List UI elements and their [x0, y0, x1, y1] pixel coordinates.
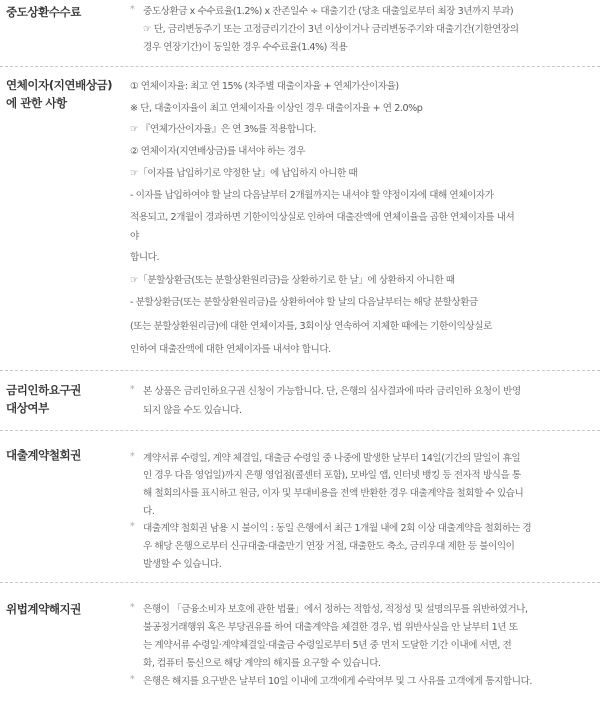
content-line: 는 계약서류 수령일·계약체결일·대출금 수령일로부터 5년 중 먼저 도달한 기간 이내에 서면, 전: [143, 640, 512, 651]
content-line: ☞ 단, 금리변동주기 또는 고정금리기간이 3년 이상이거나 금리변동주기와 대출기간(기한연장의: [143, 24, 519, 35]
content-line: ※ 단, 대출이자율이 최고 연체이자율 이상인 경우 대출이자율 + 연 2.0%p: [130, 103, 423, 114]
bullet-dot: *: [130, 602, 135, 613]
section-title: [6, 446, 81, 464]
content-line: 은행이 「금융소비자 보호에 관한 법률」에서 정하는 적합성, 적정성 및 설명의무를 위반하였거나,: [143, 604, 528, 615]
content-line: 화, 컴퓨터 통신으로 해당 계약의 해지를 요구할 수 있습니다.: [143, 658, 381, 669]
section-title-line: 대출계약철회권: [6, 448, 81, 462]
section-illegal-contract-termination: [0, 582, 600, 707]
section-rate-cut-request: [0, 370, 600, 428]
section-title-line: 위법계약해지권: [6, 602, 81, 616]
content-line: 우 해당 은행으로부터 신규대출·대출만기 연장 거절, 대출한도 축소, 금리우대 제한 등 불이익이: [143, 541, 515, 552]
bullet-dot: *: [130, 674, 135, 685]
content-line: 대출계약 철회권 남용 시 불이익 : 동일 은행에서 최근 1개월 내에 2회 이상 대출계약을 철회하는 경: [143, 523, 532, 534]
content-line: 야: [130, 231, 139, 242]
content-line: 인 경우 다음 영업일)까지 은행 영업점(콜센터 포함), 모바일 앱, 인터넷 뱅킹 등 전자적 방식을 통: [143, 470, 521, 481]
content-line: 계약서류 수령일, 계약 체결일, 대출금 수령일 중 나중에 발생한 날부터 14일(기간의 말일이 휴일: [143, 453, 521, 464]
content-line: 해 철회의사를 표시하고 원금, 이자 및 부대비용을 전액 반환한 경우 대출계약을 철회할 수 있습니: [143, 488, 524, 499]
content-line: ☞「분할상환금(또는 분할상환원리금)을 상환하기로 한 날」에 상환하지 아니한 때: [130, 275, 455, 286]
content-line: ☞ 『연체가산이자율』은 연 3%를 적용합니다.: [130, 124, 317, 135]
content-line: ① 연체이자율: 최고 연 15% (차주별 대출이자율 + 연체가산이자율): [130, 81, 399, 92]
section-title-line: 중도상환수수료: [6, 5, 81, 19]
section-title-line: 대상여부: [6, 401, 49, 415]
content-line: 불공정거래행위 혹은 부당권유를 하여 대출계약을 체결한 경우, 법 위반사실을 안 날부터 1년 또: [143, 622, 518, 633]
section-title-line: 연체이자(지연배상금): [6, 78, 113, 92]
content-line: 은행은 해지를 요구받은 날부터 10일 이내에 고객에게 수락여부 및 그 사유를 고객에게 통지합니다.: [143, 676, 532, 687]
content-line: 본 상품은 금리인하요구권 신청이 가능합니다. 단, 은행의 심사결과에 따라 금리인하 요청이 반영: [143, 386, 521, 397]
bullet-dot: *: [130, 451, 135, 462]
content-line: ② 연체이자(지연배상금)를 내셔야 하는 경우: [130, 146, 306, 157]
section-title: [6, 600, 81, 618]
bullet-dot: *: [130, 384, 135, 395]
section-title: [6, 3, 81, 21]
content-line: (또는 분할상환원리금)에 대한 연체이자를, 3회이상 연속하여 지체한 때에는 기한이익상실로: [130, 321, 492, 332]
section-title-line: 금리인하요구권: [6, 383, 81, 397]
content-line: 합니다.: [130, 252, 160, 263]
content-line: 중도상환금 x 수수료율(1.2%) x 잔존일수 ÷ 대출기간 (당초 대출일로부터 최장 3년까지 부과): [143, 6, 514, 17]
content-line: 적용되고, 2개월이 경과하면 기한이익상실로 인하여 대출잔액에 연체이율을 곱한 연체이자를 내셔: [130, 212, 515, 223]
content-line: 다.: [143, 506, 155, 517]
section-late-interest: [0, 66, 600, 366]
bullet-dot: *: [130, 4, 135, 15]
section-title-line: 에 관한 사항: [6, 96, 67, 110]
bullet-dot: *: [130, 521, 135, 532]
section-title: [6, 381, 81, 417]
content-line: 발생할 수 있습니다.: [143, 559, 222, 570]
section-title: [6, 76, 112, 112]
section-prepayment-fee: [0, 0, 600, 62]
content-line: - 이자를 납입하여야 할 날의 다음날부터 2개월까지는 내셔야 할 약정이자에 대해 연체이자가: [130, 190, 494, 201]
section-withdrawal-right: [0, 430, 600, 580]
content-line: ☞「이자를 납입하기로 약정한 날」에 납입하지 아니한 때: [130, 168, 358, 179]
content-line: 경우 연장기간)이 동일한 경우 수수료율(1.4%) 적용: [143, 42, 348, 53]
content-line: - 분할상환금(또는 분할상환원리금)을 상환하여야 할 날의 다음날부터는 해당 분할상환금: [130, 297, 478, 308]
content-line: 인하여 대출잔액에 대한 연체이자를 내셔야 합니다.: [130, 344, 331, 355]
content-line: 되지 않을 수도 있습니다.: [143, 405, 242, 416]
